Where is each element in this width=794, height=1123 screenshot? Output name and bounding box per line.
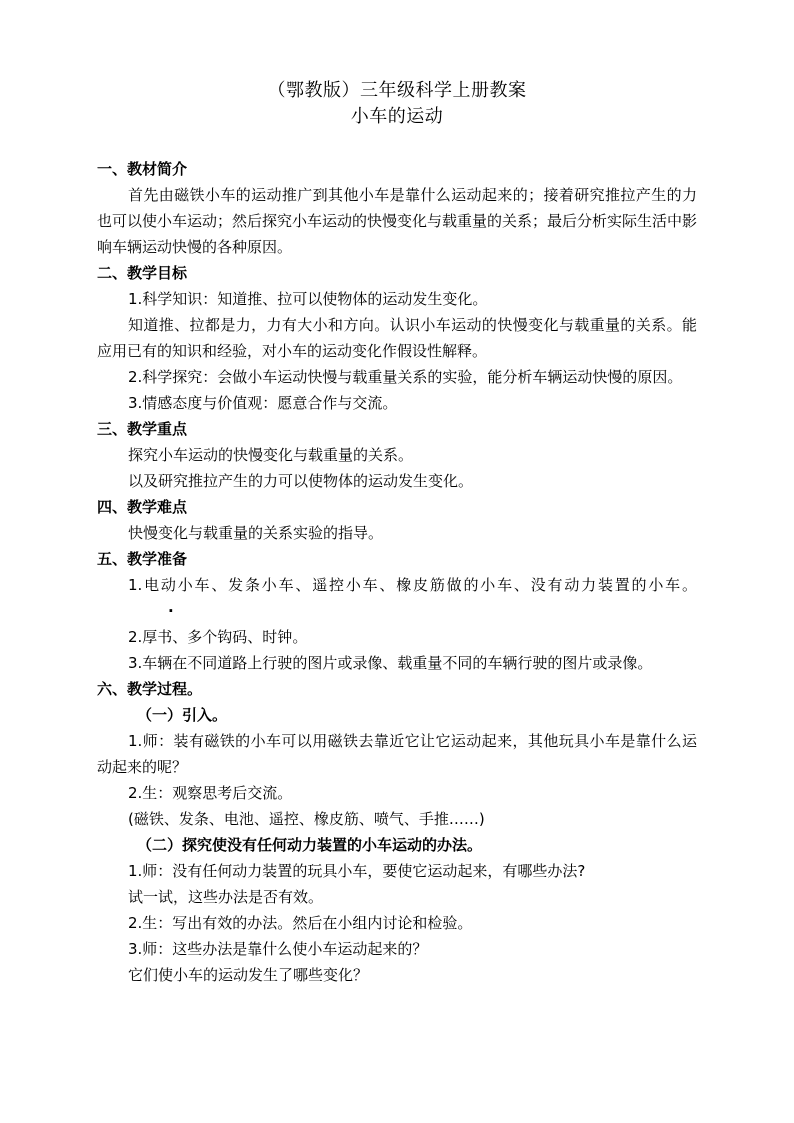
section-heading-process: 六、教学过程。	[97, 680, 203, 698]
paragraph: 它们使小车的运动发生了哪些变化？	[128, 966, 369, 984]
document-page	[97, 78, 697, 988]
paragraph: 快慢变化与载重量的关系实验的指导。	[128, 524, 384, 542]
document-subtitle: 小车的运动	[350, 106, 444, 127]
section-heading-difficulties: 四、教学难点	[97, 498, 188, 516]
paragraph: 3.情感态度与价值观：愿意合作与交流。	[128, 394, 398, 412]
paragraph-text: 1.电动小车、发条小车、遥控小车、橡皮筋做的小车、没有动力装置的小车。	[128, 576, 697, 594]
paragraph: 3.车辆在不同道路上行驶的图片或录像、载重量不同的车辆行驶的图片或录像。	[128, 654, 653, 672]
paragraph: 2.生：观察思考后交流。	[128, 784, 293, 802]
paragraph: 知道推、拉都是力，力有大小和方向。认识小车运动的快慢变化与载重量的关系。能应用已有的知识和经验，对小车的运动变化作假设性解释。	[97, 316, 697, 360]
paragraph: 试一试，这些办法是否有效。	[128, 888, 324, 906]
paragraph: 2.科学探究：会做小车运动快慢与载重量关系的实验，能分析车辆运动快慢的原因。	[128, 368, 683, 386]
paragraph	[97, 572, 697, 624]
paragraph: 探究小车运动的快慢变化与载重量的关系。	[128, 446, 414, 464]
paragraph: 首先由磁铁小车的运动推广到其他小车是靠什么运动起来的；接着研究推拉产生的力也可以使小车运动；然后探究小车运动的快慢变化与载重量的关系；最后分析实际生活中影响车辆运动快慢的各种原因。	[97, 186, 698, 256]
stray-dot-mark: ·	[168, 602, 174, 620]
paragraph: 以及研究推拉产生的力可以使物体的运动发生变化。	[128, 472, 474, 490]
paragraph: 1.科学知识：知道推、拉可以使物体的运动发生变化。	[128, 290, 488, 308]
subheading-introduction: （一）引入。	[137, 706, 228, 724]
document-title: （鄂教版）三年级科学上册教案	[267, 80, 527, 101]
section-heading-key-points: 三、教学重点	[97, 420, 188, 438]
paragraph: 2.生：写出有效的办法。然后在小组内讨论和检验。	[128, 914, 473, 932]
subheading-exploration: （二）探究使没有任何动力装置的小车运动的办法。	[137, 836, 483, 854]
paragraph: 1.师：装有磁铁的小车可以用磁铁去靠近它让它运动起来，其他玩具小车是靠什么运动起来的呢？	[97, 732, 697, 776]
section-heading-materials: 一、教材简介	[97, 160, 188, 178]
paragraph: (磁铁、发条、电池、遥控、橡皮筋、喷气、手推……)	[128, 810, 485, 828]
section-heading-objectives: 二、教学目标	[97, 264, 188, 282]
paragraph: 2.厚书、多个钩码、时钟。	[128, 628, 308, 646]
section-heading-preparation: 五、教学准备	[97, 550, 188, 568]
paragraph: 3.师：这些办法是靠什么使小车运动起来的？	[128, 940, 428, 958]
paragraph: 1.师：没有任何动力装置的玩具小车，要使它运动起来，有哪些办法?	[128, 862, 586, 880]
